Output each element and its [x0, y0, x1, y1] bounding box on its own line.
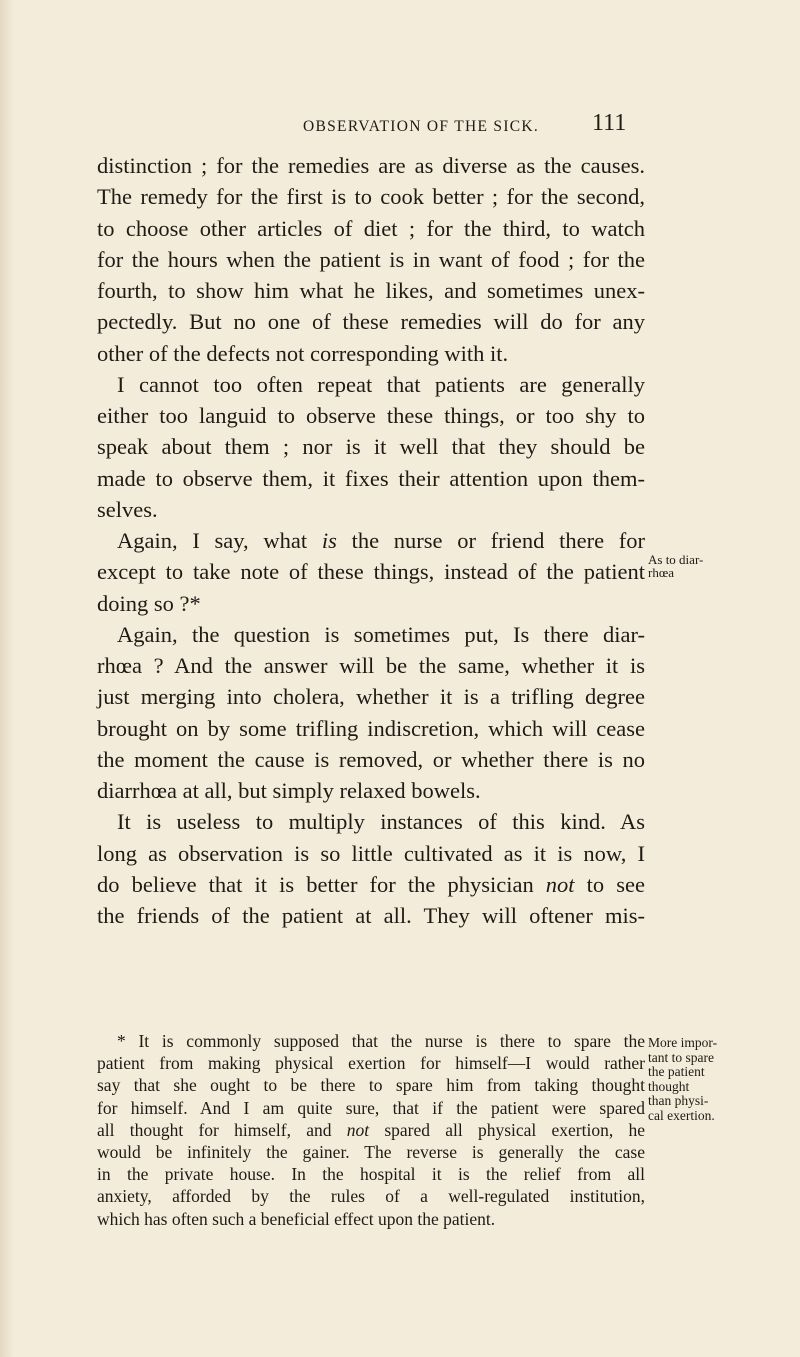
body-line: speak about them ; nor is it well that they should be: [97, 434, 645, 460]
margin-note-line: rhœa: [648, 565, 674, 580]
body-line: [97, 869, 645, 900]
italic-text: not: [545, 871, 575, 897]
text-run: to see: [574, 871, 645, 897]
body-line: [97, 525, 645, 556]
main-text: [97, 150, 645, 931]
body-line: diarrhœa at all, but simply relaxed bowels.: [97, 778, 481, 803]
footnote-line: anxiety, afforded by the rules of a well-regulated institution,: [97, 1186, 645, 1207]
body-line: for the hours when the patient is in want of food ; for the: [97, 246, 645, 272]
running-title: OBSERVATION OF THE SICK.: [303, 118, 540, 135]
margin-note-line: More impor-: [648, 1035, 718, 1050]
footnote-line: for himself. And I am quite sure, that if the patient were spared: [97, 1097, 645, 1118]
body-line: Again, the question is sometimes put, Is there diar-: [117, 621, 645, 647]
body-line: the friends of the patient at all. They will oftener mis-: [97, 903, 645, 928]
text-run: do believe that it is better for the physician: [97, 871, 546, 897]
page-number: 111: [592, 110, 627, 136]
body-line: made to observe them, it fixes their attention upon them-: [97, 465, 645, 491]
body-line: distinction ; for the remedies are as diverse as the causes.: [97, 153, 645, 178]
footnote-line: say that she ought to be there to spare him from taking thought: [97, 1075, 645, 1096]
text-run: Again, I say, what: [117, 528, 322, 553]
margin-note-more-important: [648, 1036, 758, 1123]
body-line: to choose other articles of diet ; for the third, to watch: [97, 215, 645, 241]
margin-note-line: tant to spare: [648, 1049, 714, 1065]
body-line: doing so ?*: [97, 590, 201, 616]
body-line: It is useless to multiply instances of this kind. As: [117, 809, 645, 835]
footnote-line: would be infinitely the gainer. The reverse is generally the case: [97, 1141, 645, 1162]
margin-note-line: the patient: [648, 1064, 705, 1079]
footnote-line: [97, 1119, 645, 1141]
body-line: pectedly. But no one of these remedies will do for any: [97, 309, 645, 335]
italic-text: not: [346, 1119, 370, 1140]
margin-note-line: cal exertion.: [648, 1107, 715, 1123]
footnote-line: patient from making physical exertion for himself—I would rather: [97, 1053, 645, 1074]
footnote: [97, 1030, 645, 1230]
body-line: other of the defects not corresponding with it.: [97, 340, 509, 366]
body-line: either too languid to observe these things, or too shy to: [97, 403, 645, 428]
margin-note-line: thought: [648, 1078, 690, 1094]
body-line: rhœa ? And the answer will be the same, whether it is: [97, 653, 645, 678]
body-line: fourth, to show him what he likes, and sometimes unex-: [97, 278, 645, 303]
body-line: the moment the cause is removed, or whether there is no: [97, 746, 645, 772]
running-head: [0, 88, 800, 136]
body-line: brought on by some trifling indiscretion, which will cease: [97, 715, 645, 741]
italic-text: is: [321, 528, 337, 553]
text-run: spared all physical exertion, he: [369, 1119, 645, 1140]
page-edge: [0, 0, 14, 1357]
margin-note-line: As to diar-: [648, 552, 704, 567]
body-line: The remedy for the first is to cook better ; for the second,: [97, 184, 645, 210]
margin-note-line: than physi-: [648, 1093, 709, 1108]
body-line: long as observation is so little cultivated as it is now, I: [97, 840, 645, 866]
footnote-line: which has often such a beneficial effect upon the patient.: [97, 1208, 496, 1229]
text-run: the nurse or friend there for: [336, 528, 645, 553]
margin-note-diarrhoea: [648, 553, 708, 579]
footnote-line: * It is commonly supposed that the nurse is there to spare the: [117, 1031, 645, 1051]
body-line: just merging into cholera, whether it is a trifling degree: [97, 684, 645, 710]
body-line: selves.: [97, 496, 158, 522]
body-line: I cannot too often repeat that patients are generally: [117, 371, 645, 397]
text-run: all thought for himself, and: [97, 1119, 347, 1140]
footnote-line: in the private house. In the hospital it is the relief from all: [97, 1164, 645, 1185]
body-line: except to take note of these things, instead of the patient: [97, 559, 645, 585]
